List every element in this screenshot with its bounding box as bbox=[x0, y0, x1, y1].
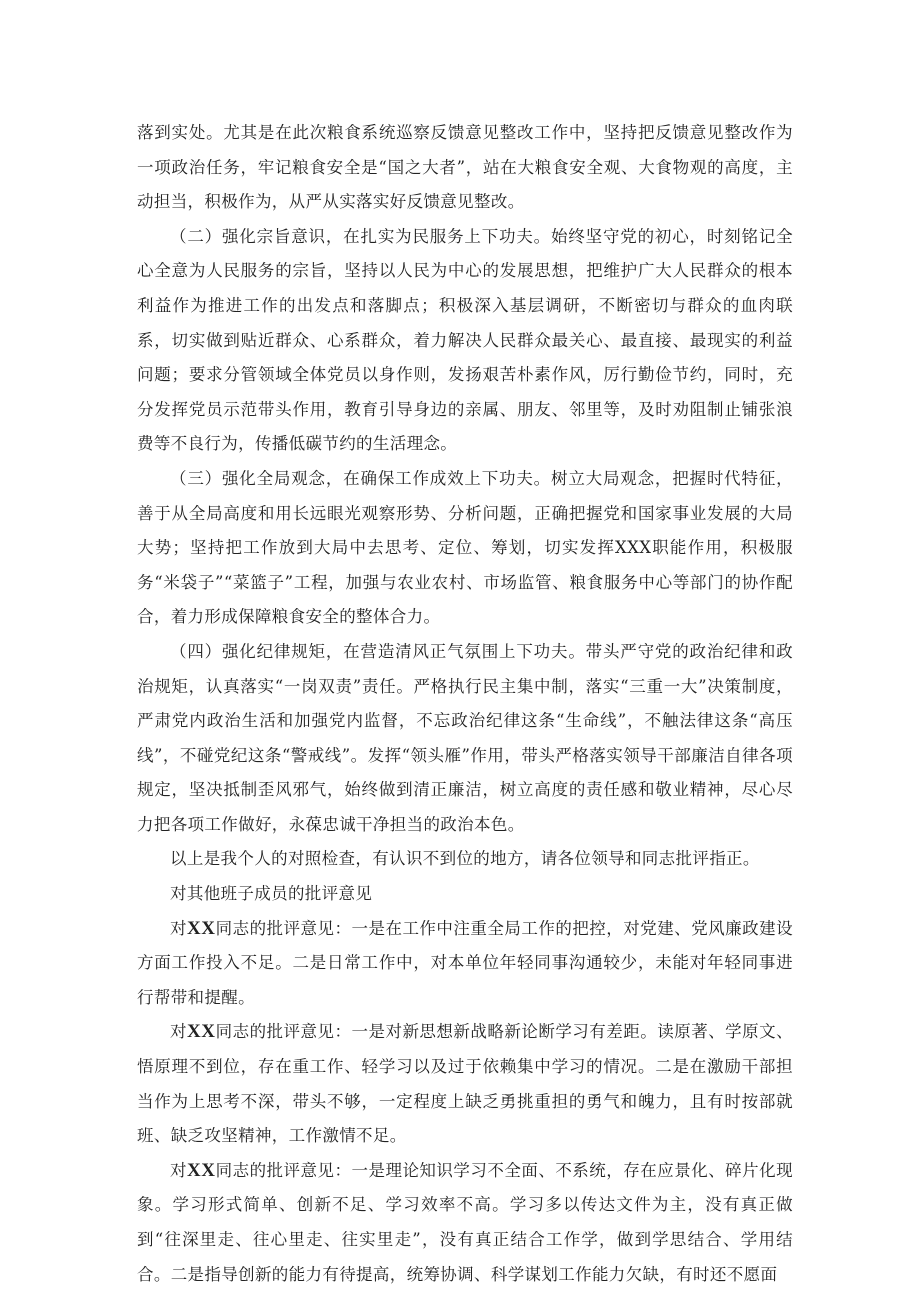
paragraph-section-2: （二）强化宗旨意识，在扎实为民服务上下功夫。始终坚守党的初心，时刻铭记全心全意为人民服务的宗旨，坚持以人民为中心的发展思想，把维护广大人民群众的根本利益作为推进工作的出发点和落脚点；积极深入基层调研，不断密切与群众的血肉联系，切实做到贴近群众、心系群众，着力解决人民群众最关心、最直接、最现实的利益问题；要求分管领域全体党员以身作则，发扬艰苦朴素作风，厉行勤俭节约，同时，充分发挥党员示范带头作用，教育引导身边的亲属、朋友、邻里等，及时劝阻制止铺张浪费等不良行为，传播低碳节约的生活理念。 bbox=[137, 226, 793, 454]
critique-item-2 bbox=[137, 1015, 793, 1153]
critique-name: XX bbox=[187, 1021, 216, 1043]
document-page bbox=[137, 116, 793, 1292]
critique-name: XX bbox=[187, 917, 216, 939]
critique-prefix: 对 bbox=[170, 1022, 187, 1042]
critique-item-1 bbox=[137, 912, 793, 1016]
paragraph-section-3: （三）强化全局观念，在确保工作成效上下功夫。树立大局观念，把握时代特征，善于从全局高度和用长远眼光观察形势、分析问题，正确把握党和国家事业发展的大局大势；坚持把工作放到大局中去思考、定位、筹划，切实发挥XXX职能作用，积极服务“米袋子”“菜篮子”工程，加强与农业农村、市场监管、粮食服务中心等部门的协作配合，着力形成保障粮食安全的整体合力。 bbox=[137, 468, 793, 627]
paragraph-section-4: （四）强化纪律规矩，在营造清风正气氛围上下功夫。带头严守党的政治纪律和政治规矩，认真落实“一岗双责”责任。严格执行民主集中制，落实“三重一大”决策制度，严肃党内政治生活和加强党内监督，不忘政治纪律这条“生命线”，不触法律这条“高压线”，不碰党纪这条“警戒线”。发挥“领头雁”作用，带头严格落实领导干部廉洁自律各项规定，坚决抵制歪风邪气，始终做到清正廉洁，树立高度的责任感和敬业精神，尽心尽力把各项工作做好，永葆忠诚干净担当的政治本色。 bbox=[137, 641, 793, 834]
critique-text: 同志的批评意见：一是理论知识学习不全面、不系统，存在应景化、碎片化现象。学习形式简单、创新不足、学习效率不高。学习多以传达文件为主，没有真正做到“往深里走、往心里走、往实里走”，没有真正结合工作学，做到学思结合、学用结合。二是指导创新的能力有待提高，统筹协调、科学谋划工作能力欠缺，有时还不愿面 bbox=[137, 1160, 793, 1284]
critique-name: XX bbox=[187, 1159, 216, 1181]
critique-text: 同志的批评意见：一是在工作中注重全局工作的把控，对党建、党风廉政建设方面工作投入不足。二是日常工作中，对本单位年轻同事沟通较少，未能对年轻同事进行帮带和提醒。 bbox=[137, 918, 793, 1007]
critique-heading: 对其他班子成员的批评意见 bbox=[170, 884, 373, 904]
critique-prefix: 对 bbox=[170, 918, 187, 938]
paragraph-continuation: 落到实处。尤其是在此次粮食系统巡察反馈意见整改工作中，坚持把反馈意见整改作为一项政治任务，牢记粮食安全是“国之大者”，站在大粮食安全观、大食物观的高度，主动担当，积极作为，从严从实落实好反馈意见整改。 bbox=[137, 123, 793, 212]
critique-text: 同志的批评意见：一是对新思想新战略新论断学习有差距。读原著、学原文、悟原理不到位，存在重工作、轻学习以及过于依赖集中学习的情况。二是在激励干部担当作为上思考不深，带头不够，一定程度上缺乏勇挑重担的勇气和魄力，且有时按部就班、缺乏攻坚精神，工作激情不足。 bbox=[137, 1022, 793, 1146]
paragraph-conclusion: 以上是我个人的对照检查，有认识不到位的地方，请各位领导和同志批评指正。 bbox=[170, 849, 760, 869]
critique-prefix: 对 bbox=[170, 1160, 187, 1180]
critique-item-3 bbox=[137, 1154, 793, 1292]
